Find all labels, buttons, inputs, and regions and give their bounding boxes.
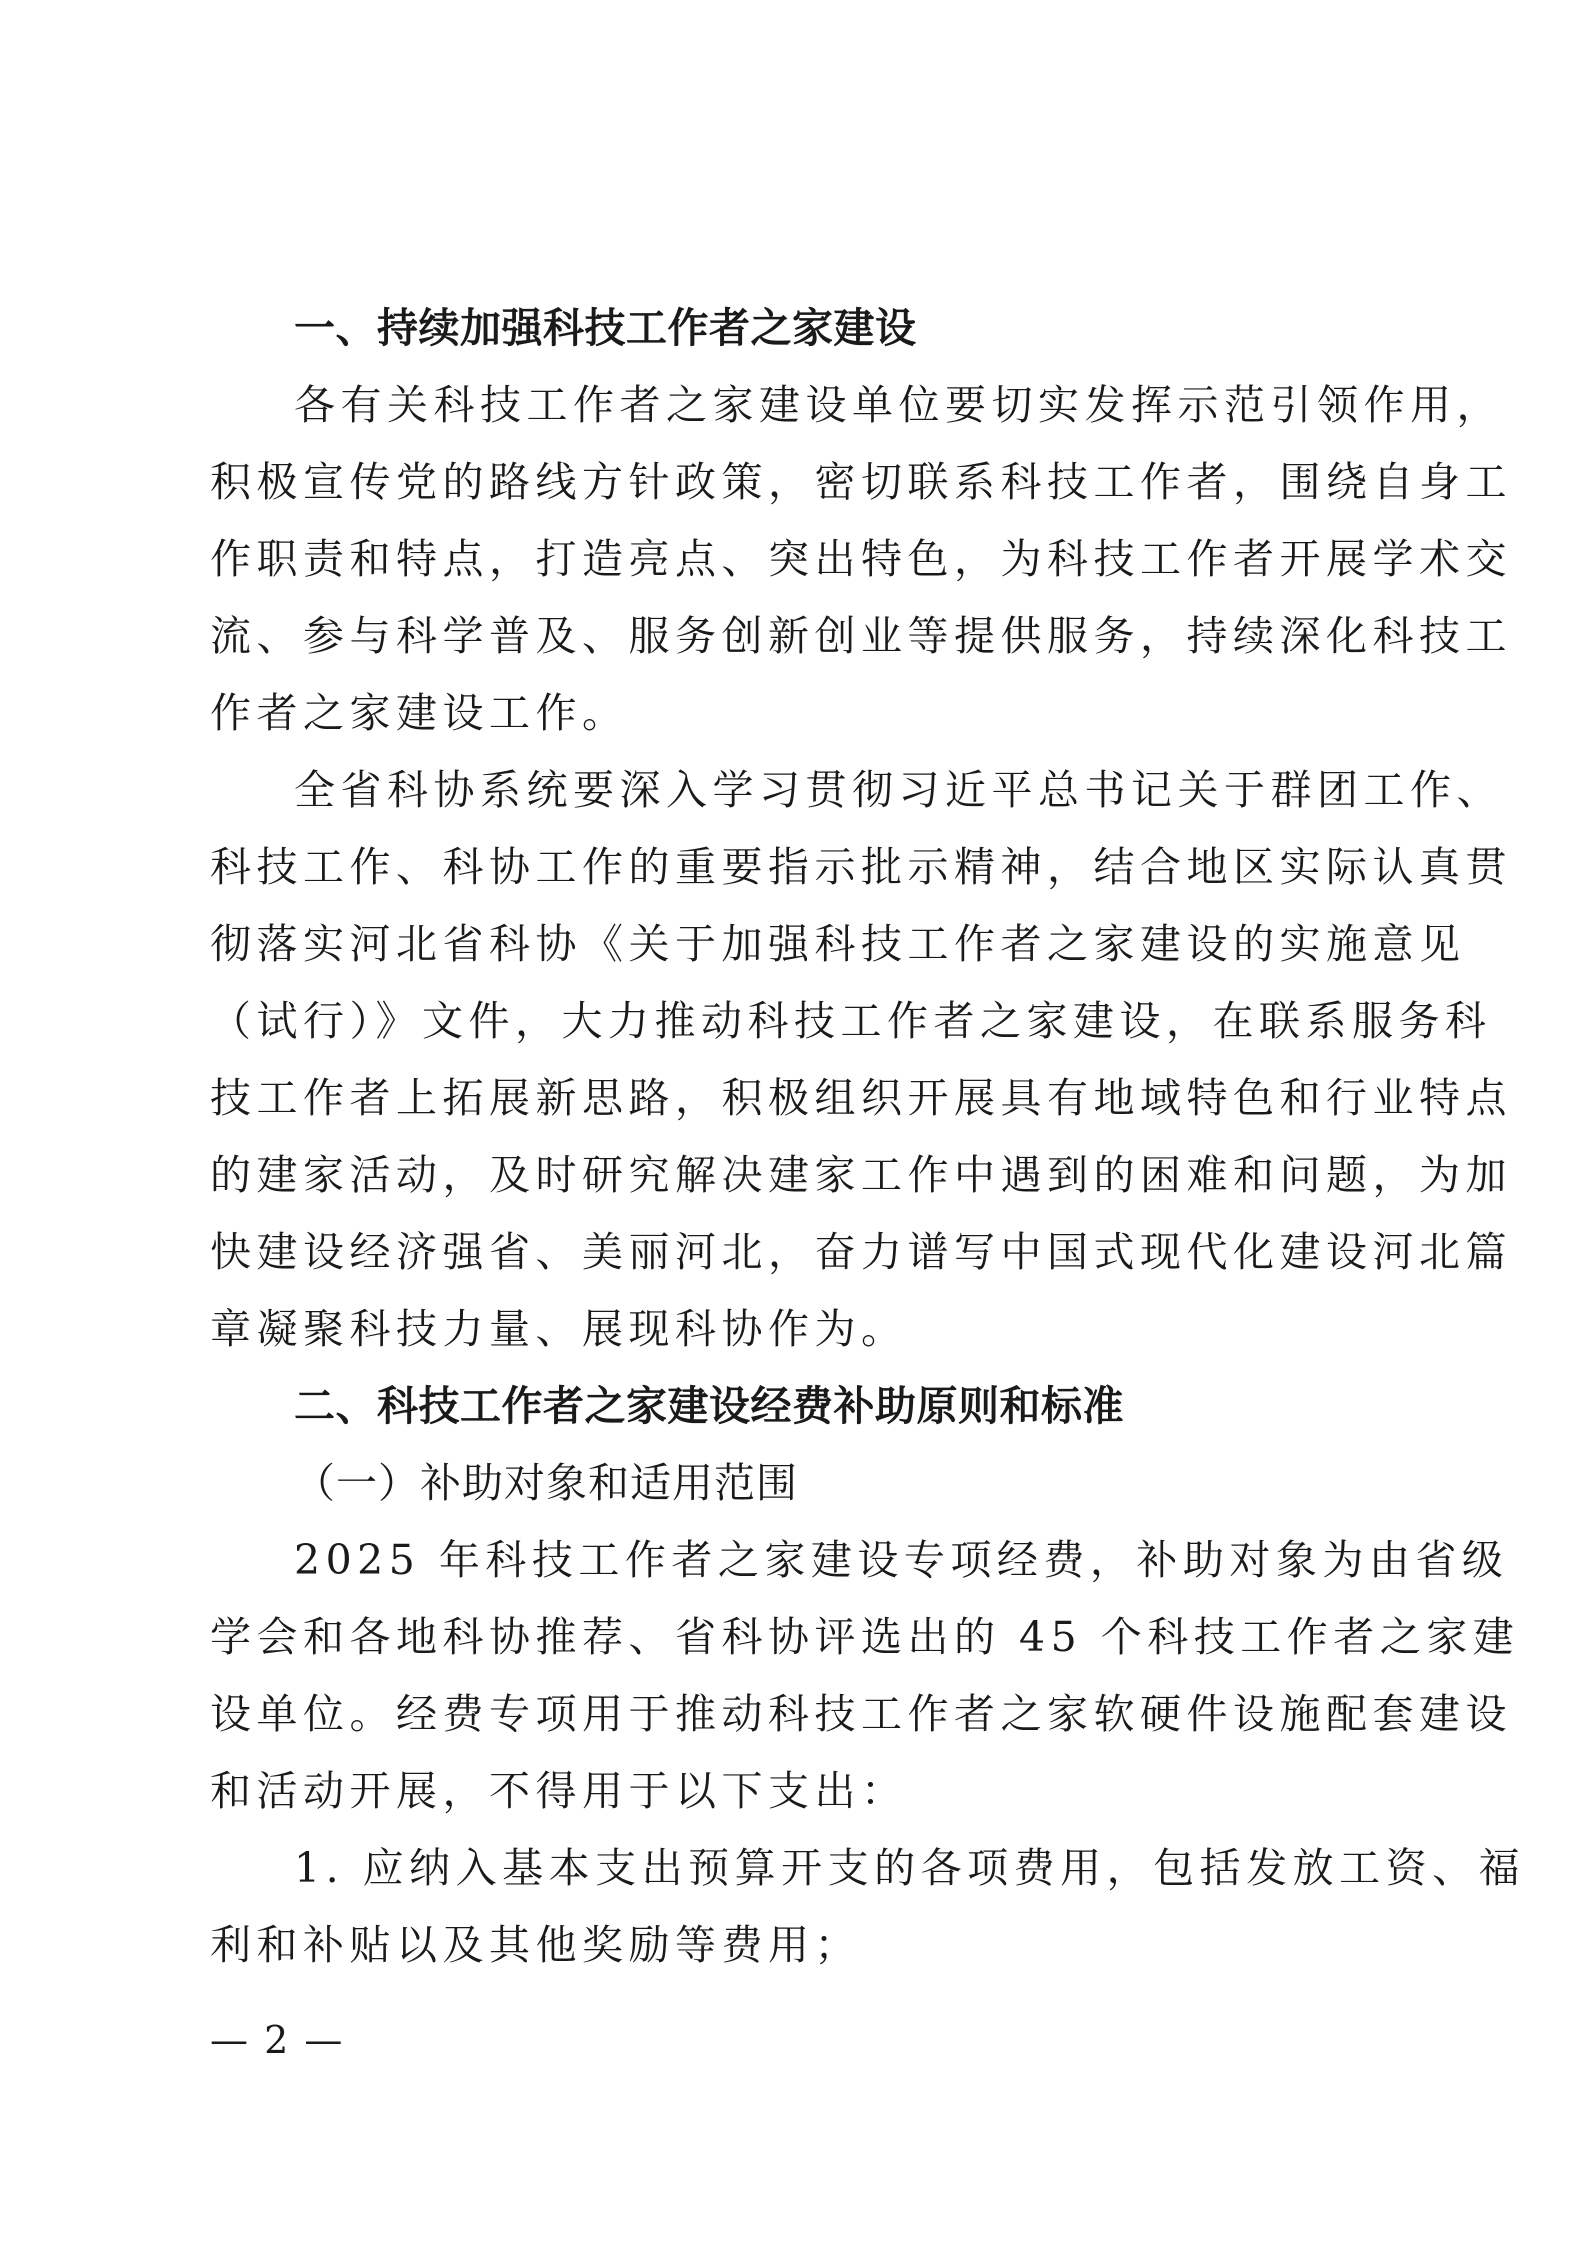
page-number: — 2 — [210, 2018, 345, 2062]
paragraph-2 [210, 752, 1512, 1368]
paragraph-line: 利和补贴以及其他奖励等费用； [210, 1921, 861, 1969]
paragraph-line: 章凝聚科技力量、展现科协作为。 [210, 1305, 908, 1353]
paragraph-line: 彻落实河北省科协《关于加强科技工作者之家建设的实施意见 [210, 920, 1466, 968]
paragraph-line: 技工作者上拓展新思路，积极组织开展具有地域特色和行业特点 [210, 1074, 1512, 1122]
paragraph-line: 作者之家建设工作。 [210, 689, 629, 737]
paragraph-line: 学会和各地科协推荐、省科协评选出的 45 个科技工作者之家建 [210, 1613, 1520, 1661]
paragraph-line: 积极宣传党的路线方针政策，密切联系科技工作者，围绕自身工 [210, 458, 1512, 506]
paragraph-1 [210, 367, 1512, 752]
paragraph-line: 的建家活动，及时研究解决建家工作中遇到的困难和问题，为加 [210, 1151, 1512, 1199]
paragraph-line: 全省科协系统要深入学习贯彻习近平总书记关于群团工作、 [294, 766, 1503, 814]
paragraph-line: 1. 应纳入基本支出预算开支的各项费用，包括发放工资、福 [294, 1844, 1526, 1892]
subsection-heading-1: （一）补助对象和适用范围 [294, 1459, 798, 1507]
paragraph-line: 2025 年科技工作者之家建设专项经费，补助对象为由省级 [294, 1536, 1509, 1584]
paragraph-line: 快建设经济强省、美丽河北，奋力谱写中国式现代化建设河北篇 [210, 1228, 1512, 1276]
paragraph-line: 设单位。经费专项用于推动科技工作者之家软硬件设施配套建设 [210, 1690, 1512, 1738]
paragraph-line: 各有关科技工作者之家建设单位要切实发挥示范引领作用， [294, 381, 1503, 429]
section-heading-1: 一、持续加强科技工作者之家建设 [294, 304, 917, 352]
paragraph-line: 流、参与科学普及、服务创新创业等提供服务，持续深化科技工 [210, 612, 1512, 660]
paragraph-line: 和活动开展，不得用于以下支出： [210, 1767, 908, 1815]
paragraph-4 [210, 1830, 1526, 1984]
paragraph-line: 科技工作、科协工作的重要指示批示精神，结合地区实际认真贯 [210, 843, 1512, 891]
paragraph-3 [210, 1522, 1520, 1830]
page-content [210, 290, 1526, 1984]
section-heading-2: 二、科技工作者之家建设经费补助原则和标准 [294, 1382, 1124, 1430]
paragraph-line: 作职责和特点，打造亮点、突出特色，为科技工作者开展学术交 [210, 535, 1512, 583]
paragraph-line: （试行）》文件，大力推动科技工作者之家建设，在联系服务科 [210, 997, 1492, 1045]
